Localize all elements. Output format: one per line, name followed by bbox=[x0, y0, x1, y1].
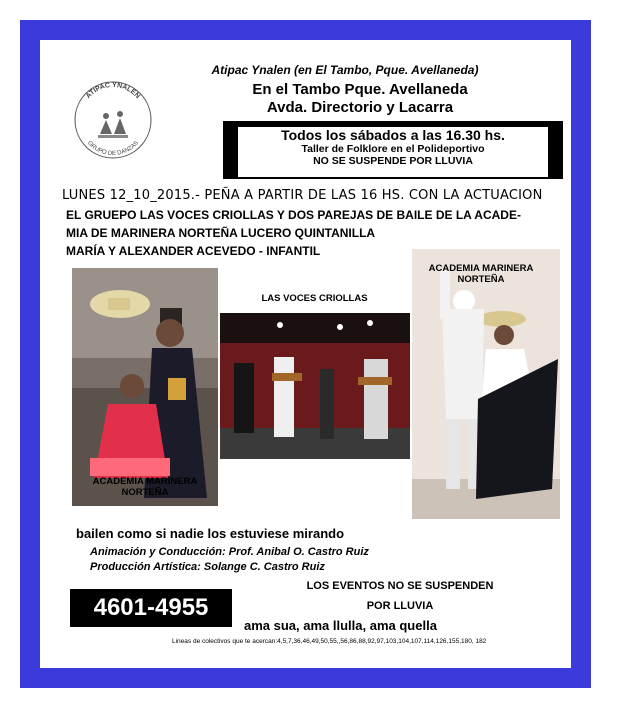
bus-lines: Lineas de colectivos que te acercan:4,5,7,36,46,49,50,55,,56,86,88,92,97,103,104,107,114,126,155,180, 182 bbox=[172, 638, 487, 645]
schedule-box-inner bbox=[238, 127, 548, 177]
band-photo bbox=[220, 313, 410, 459]
svg-text:ATIPAC YNALEN bbox=[85, 82, 141, 100]
credit-animation: Animación y Conducción: Prof. Anibal O. Castro Ruiz bbox=[90, 546, 369, 558]
logo-text-bottom: GRUPO DE DANZAS bbox=[85, 140, 140, 158]
credit-production: Producción Artística: Solange C. Castro Ruiz bbox=[90, 561, 325, 573]
right-photo-caption: ACADEMIA MARINERA NORTEÑA bbox=[428, 263, 534, 285]
schedule-line-2: Taller de Folklore en el Polideportivo bbox=[301, 143, 485, 155]
left-photo-caption: ACADEMIA MARINERA NORTEÑA bbox=[92, 476, 198, 498]
event-description-line-2: MIA DE MARINERA NORTEÑA LUCERO QUINTANILLA bbox=[66, 226, 376, 240]
logo-text-top: ATIPAC YNALEN bbox=[84, 81, 142, 101]
motto: ama sua, ama llulla, ama quella bbox=[244, 618, 437, 633]
address-line-2: Avda. Directorio y Lacarra bbox=[266, 99, 454, 116]
venue-line: Atipac Ynalen (en El Tambo, Pque. Avellaneda) bbox=[211, 63, 479, 77]
phone-number: 4601-4955 bbox=[70, 589, 232, 627]
right-dancers-photo bbox=[412, 249, 560, 519]
left-dancers-photo bbox=[72, 268, 218, 506]
address-line-1: En el Tambo Pque. Avellaneda bbox=[252, 81, 468, 98]
event-description-line-3: MARÍA Y ALEXANDER ACEVEDO - INFANTIL bbox=[66, 244, 321, 258]
notice-line-2: POR LLUVIA bbox=[366, 600, 434, 612]
dancers-icon bbox=[98, 111, 128, 138]
event-headline: LUNES 12_10_2015.- PEÑA A PARTIR DE LAS 16 HS. CON LA ACTUACION bbox=[62, 188, 543, 203]
group-logo-emblem bbox=[72, 72, 154, 164]
schedule-line-1: Todos los sábados a las 16.30 hs. bbox=[281, 127, 505, 143]
schedule-box bbox=[223, 121, 563, 179]
svg-text:GRUPO DE DANZAS bbox=[86, 140, 140, 157]
event-description-line-1: EL GRUEPO LAS VOCES CRIOLLAS Y DOS PAREJAS DE BAILE DE LA ACADE- bbox=[66, 208, 521, 222]
slogan: bailen como si nadie los estuviese mirando bbox=[76, 526, 345, 541]
notice-line-1: LOS EVENTOS NO SE SUSPENDEN bbox=[306, 580, 494, 592]
schedule-line-3: NO SE SUSPENDE POR LLUVIA bbox=[313, 155, 473, 167]
center-photo-caption: LAS VOCES CRIOLLAS bbox=[261, 293, 368, 304]
